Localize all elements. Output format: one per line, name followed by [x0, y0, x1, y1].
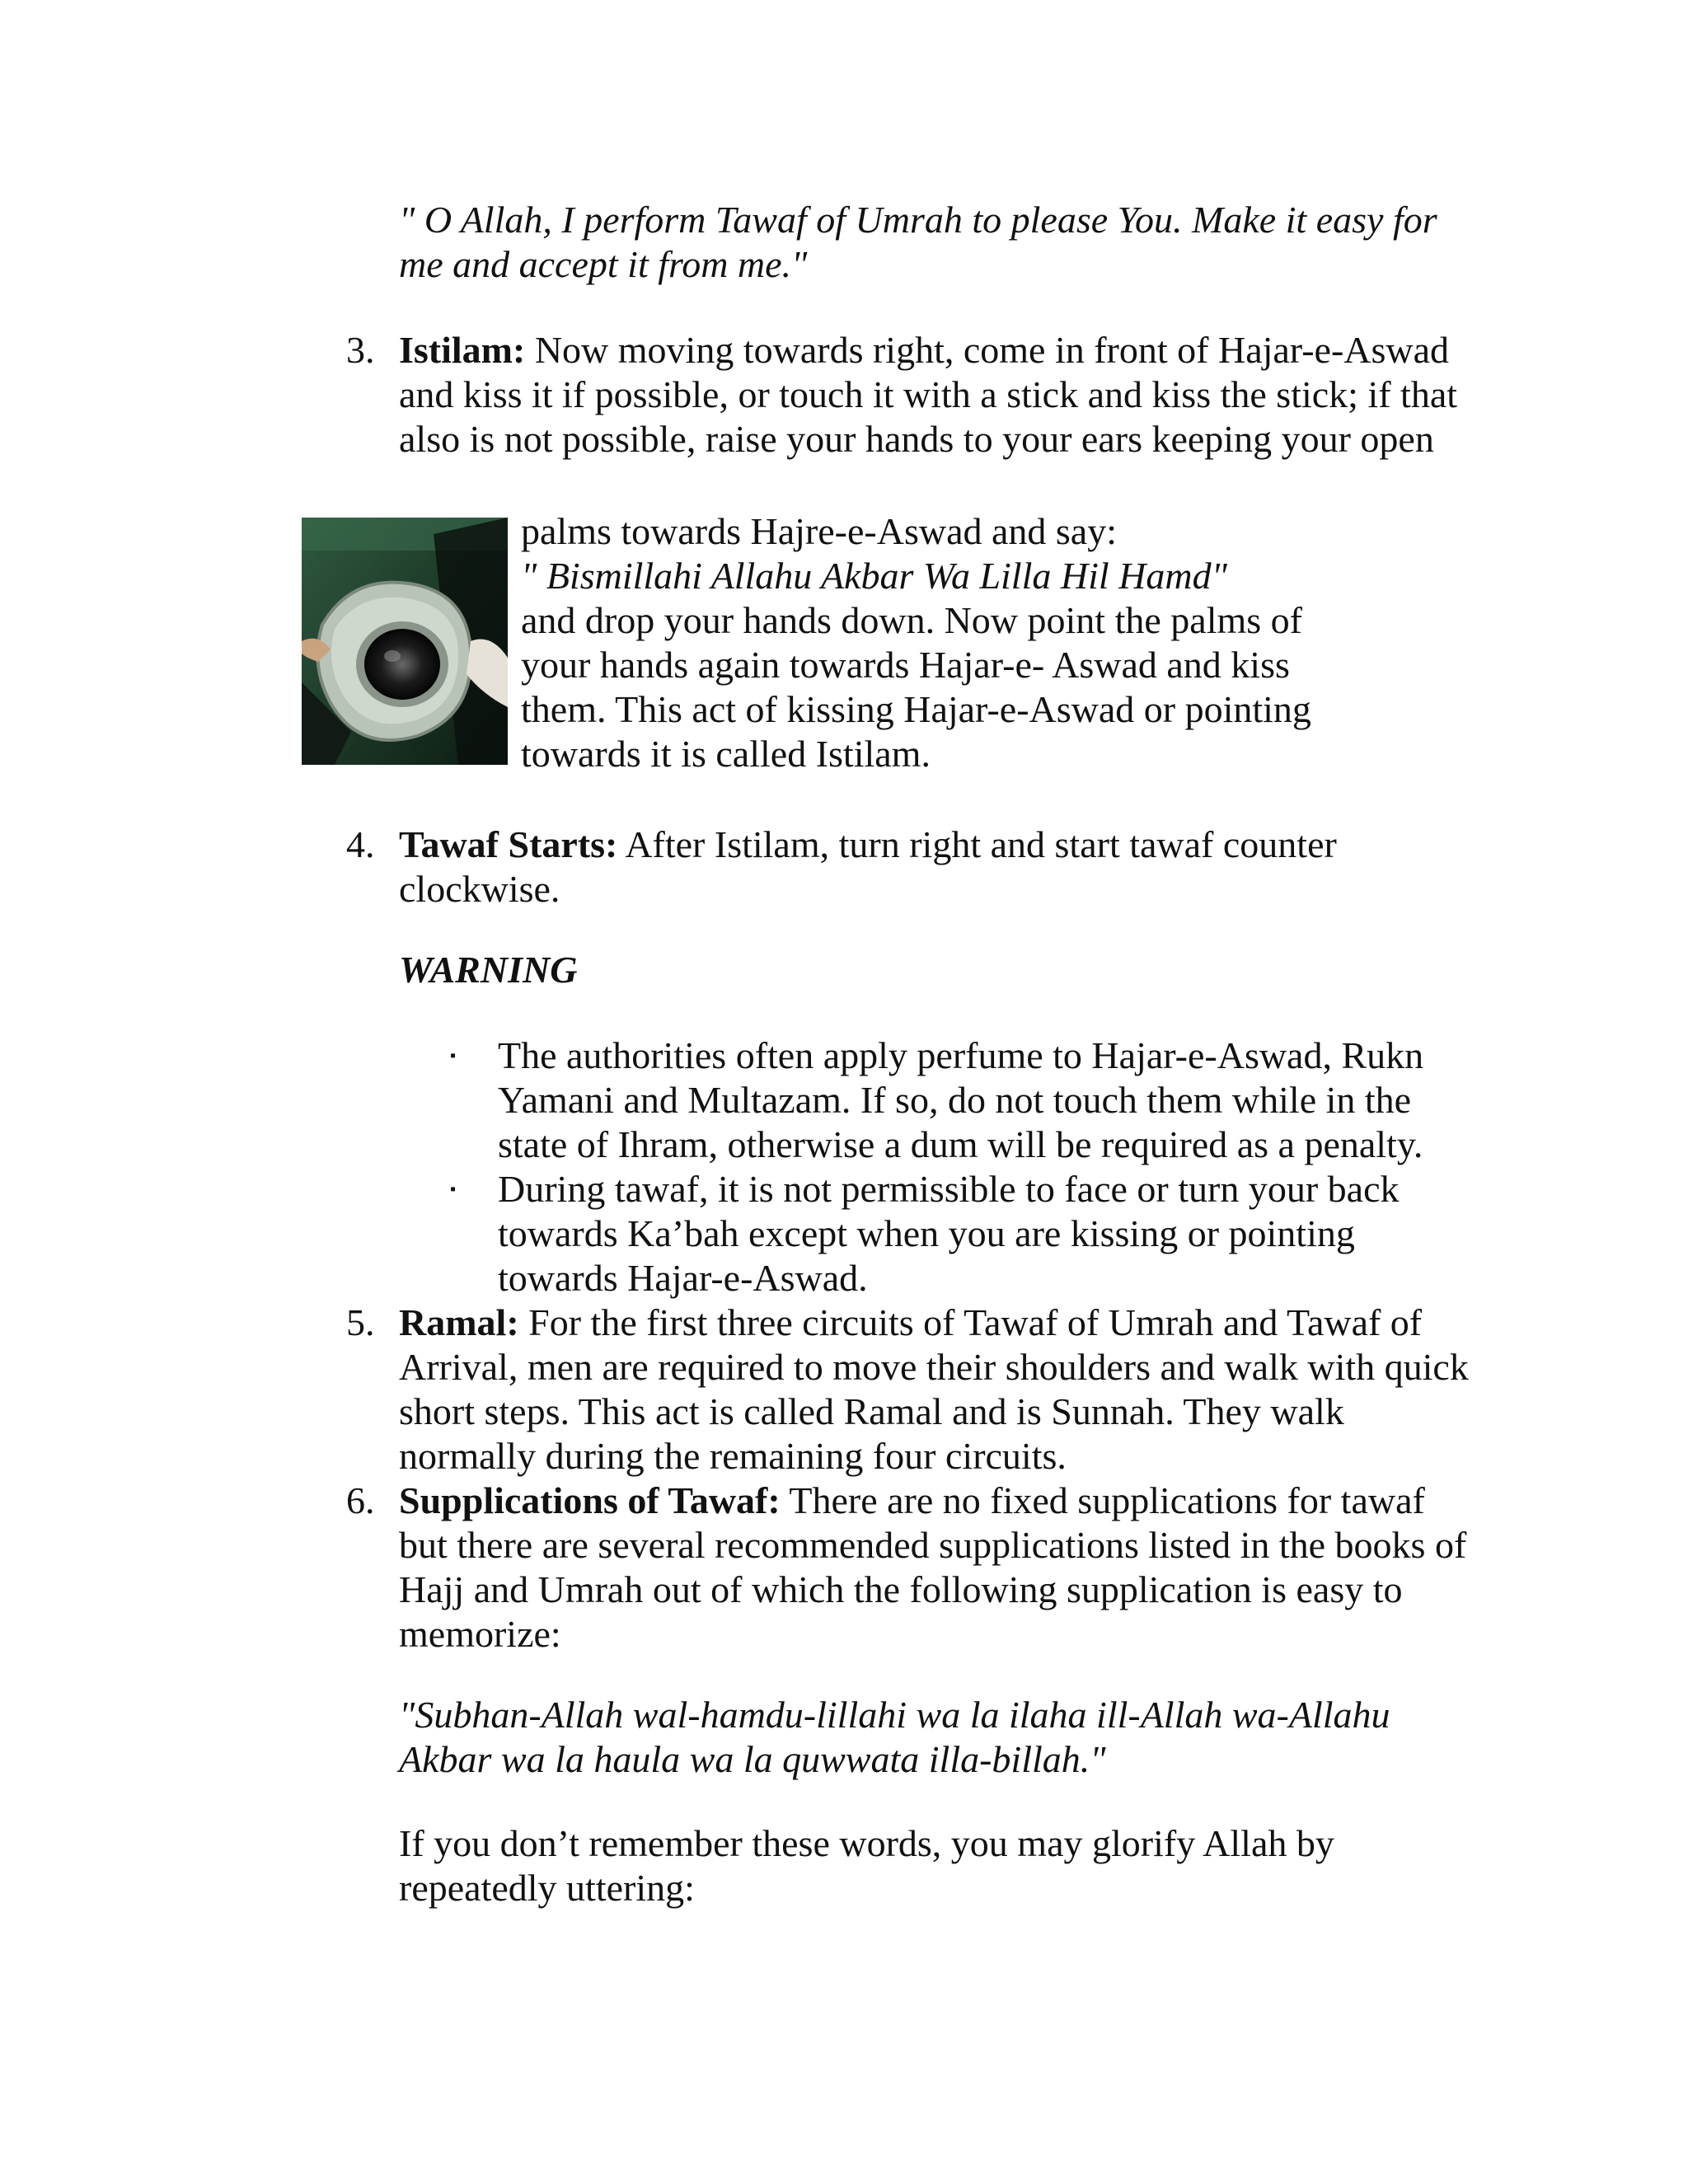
item-text: memorize: — [399, 1613, 561, 1655]
supplication-line: Akbar wa la haula wa la quwwata illa-billah." — [399, 1738, 1106, 1780]
item-text: normally during the remaining four circuits. — [399, 1435, 1067, 1477]
closing-line: If you don’t remember these words, you may glorify Allah by — [399, 1822, 1334, 1864]
warning-bullet-text: Yamani and Multazam. If so, do not touch them while in the — [498, 1079, 1412, 1121]
warning-bullet-text: During tawaf, it is not permissible to face or turn your back — [498, 1168, 1400, 1210]
bullet-icon: ▪ — [450, 1180, 457, 1198]
item-text: For the first three circuits of Tawaf of Umrah and Tawaf of — [518, 1301, 1423, 1343]
item-istilam-line — [399, 328, 1449, 373]
list-number: 3. — [346, 329, 375, 371]
item-ramal-line — [399, 1301, 1422, 1345]
item-text: Now moving towards right, come in front of Hajar-e-Aswad — [525, 329, 1450, 371]
warning-heading: WARNING — [399, 949, 578, 991]
item-text: and drop your hands down. Now point the palms of — [521, 599, 1302, 641]
item-title: Tawaf Starts: — [399, 823, 618, 865]
item-text: Hajj and Umrah out of which the following supplication is easy to — [399, 1568, 1403, 1610]
black-stone-image — [302, 518, 508, 765]
supplication-line: "Subhan-Allah wal-hamdu-lillahi wa la ilaha ill-Allah wa-Allahu — [399, 1694, 1390, 1736]
prayer-line: " O Allah, I perform Tawaf of Umrah to please You. Make it easy for — [399, 199, 1437, 241]
list-number: 4. — [346, 823, 375, 865]
bullet-icon: ▪ — [450, 1047, 457, 1065]
warning-bullet-text: towards Hajar-e-Aswad. — [498, 1257, 868, 1299]
warning-bullet-text: state of Ihram, otherwise a dum will be required as a penalty. — [498, 1123, 1423, 1165]
warning-bullet-text: The authorities often apply perfume to Hajar-e-Aswad, Rukn — [498, 1034, 1424, 1076]
list-number: 6. — [346, 1479, 375, 1521]
list-number: 5. — [346, 1301, 375, 1343]
item-text: clockwise. — [399, 868, 560, 910]
item-text: and kiss it if possible, or touch it with a stick and kiss the stick; if that — [399, 373, 1458, 415]
prayer-line: me and accept it from me." — [399, 243, 808, 285]
item-text: your hands again towards Hajar-e- Aswad and kiss — [521, 644, 1290, 686]
item-text: them. This act of kissing Hajar-e-Aswad or pointing — [521, 688, 1311, 730]
item-text: palms towards Hajre-e-Aswad and say: — [521, 510, 1117, 552]
item-title: Supplications of Tawaf: — [399, 1479, 781, 1521]
item-text: There are no fixed supplications for tawaf — [780, 1479, 1425, 1521]
item-tawaf-starts-line — [399, 823, 1337, 867]
item-text: also is not possible, raise your hands to your ears keeping your open — [399, 418, 1434, 460]
hajar-e-aswad-photo — [302, 518, 508, 765]
item-title: Istilam: — [399, 329, 526, 371]
dua-line: " Bismillahi Allahu Akbar Wa Lilla Hil Hamd" — [521, 555, 1227, 597]
item-text: Arrival, men are required to move their shoulders and walk with quick — [399, 1346, 1469, 1388]
item-text: but there are several recommended supplications listed in the books of — [399, 1524, 1467, 1566]
warning-bullet-text: towards Ka’bah except when you are kissing or pointing — [498, 1212, 1355, 1254]
item-text: short steps. This act is called Ramal and is Sunnah. They walk — [399, 1390, 1344, 1432]
item-text: towards it is called Istilam. — [521, 733, 931, 775]
item-title: Ramal: — [399, 1301, 519, 1343]
closing-line: repeatedly uttering: — [399, 1867, 695, 1909]
item-supplications-line — [399, 1479, 1425, 1523]
item-text: After Istilam, turn right and start tawaf counter — [617, 823, 1337, 865]
